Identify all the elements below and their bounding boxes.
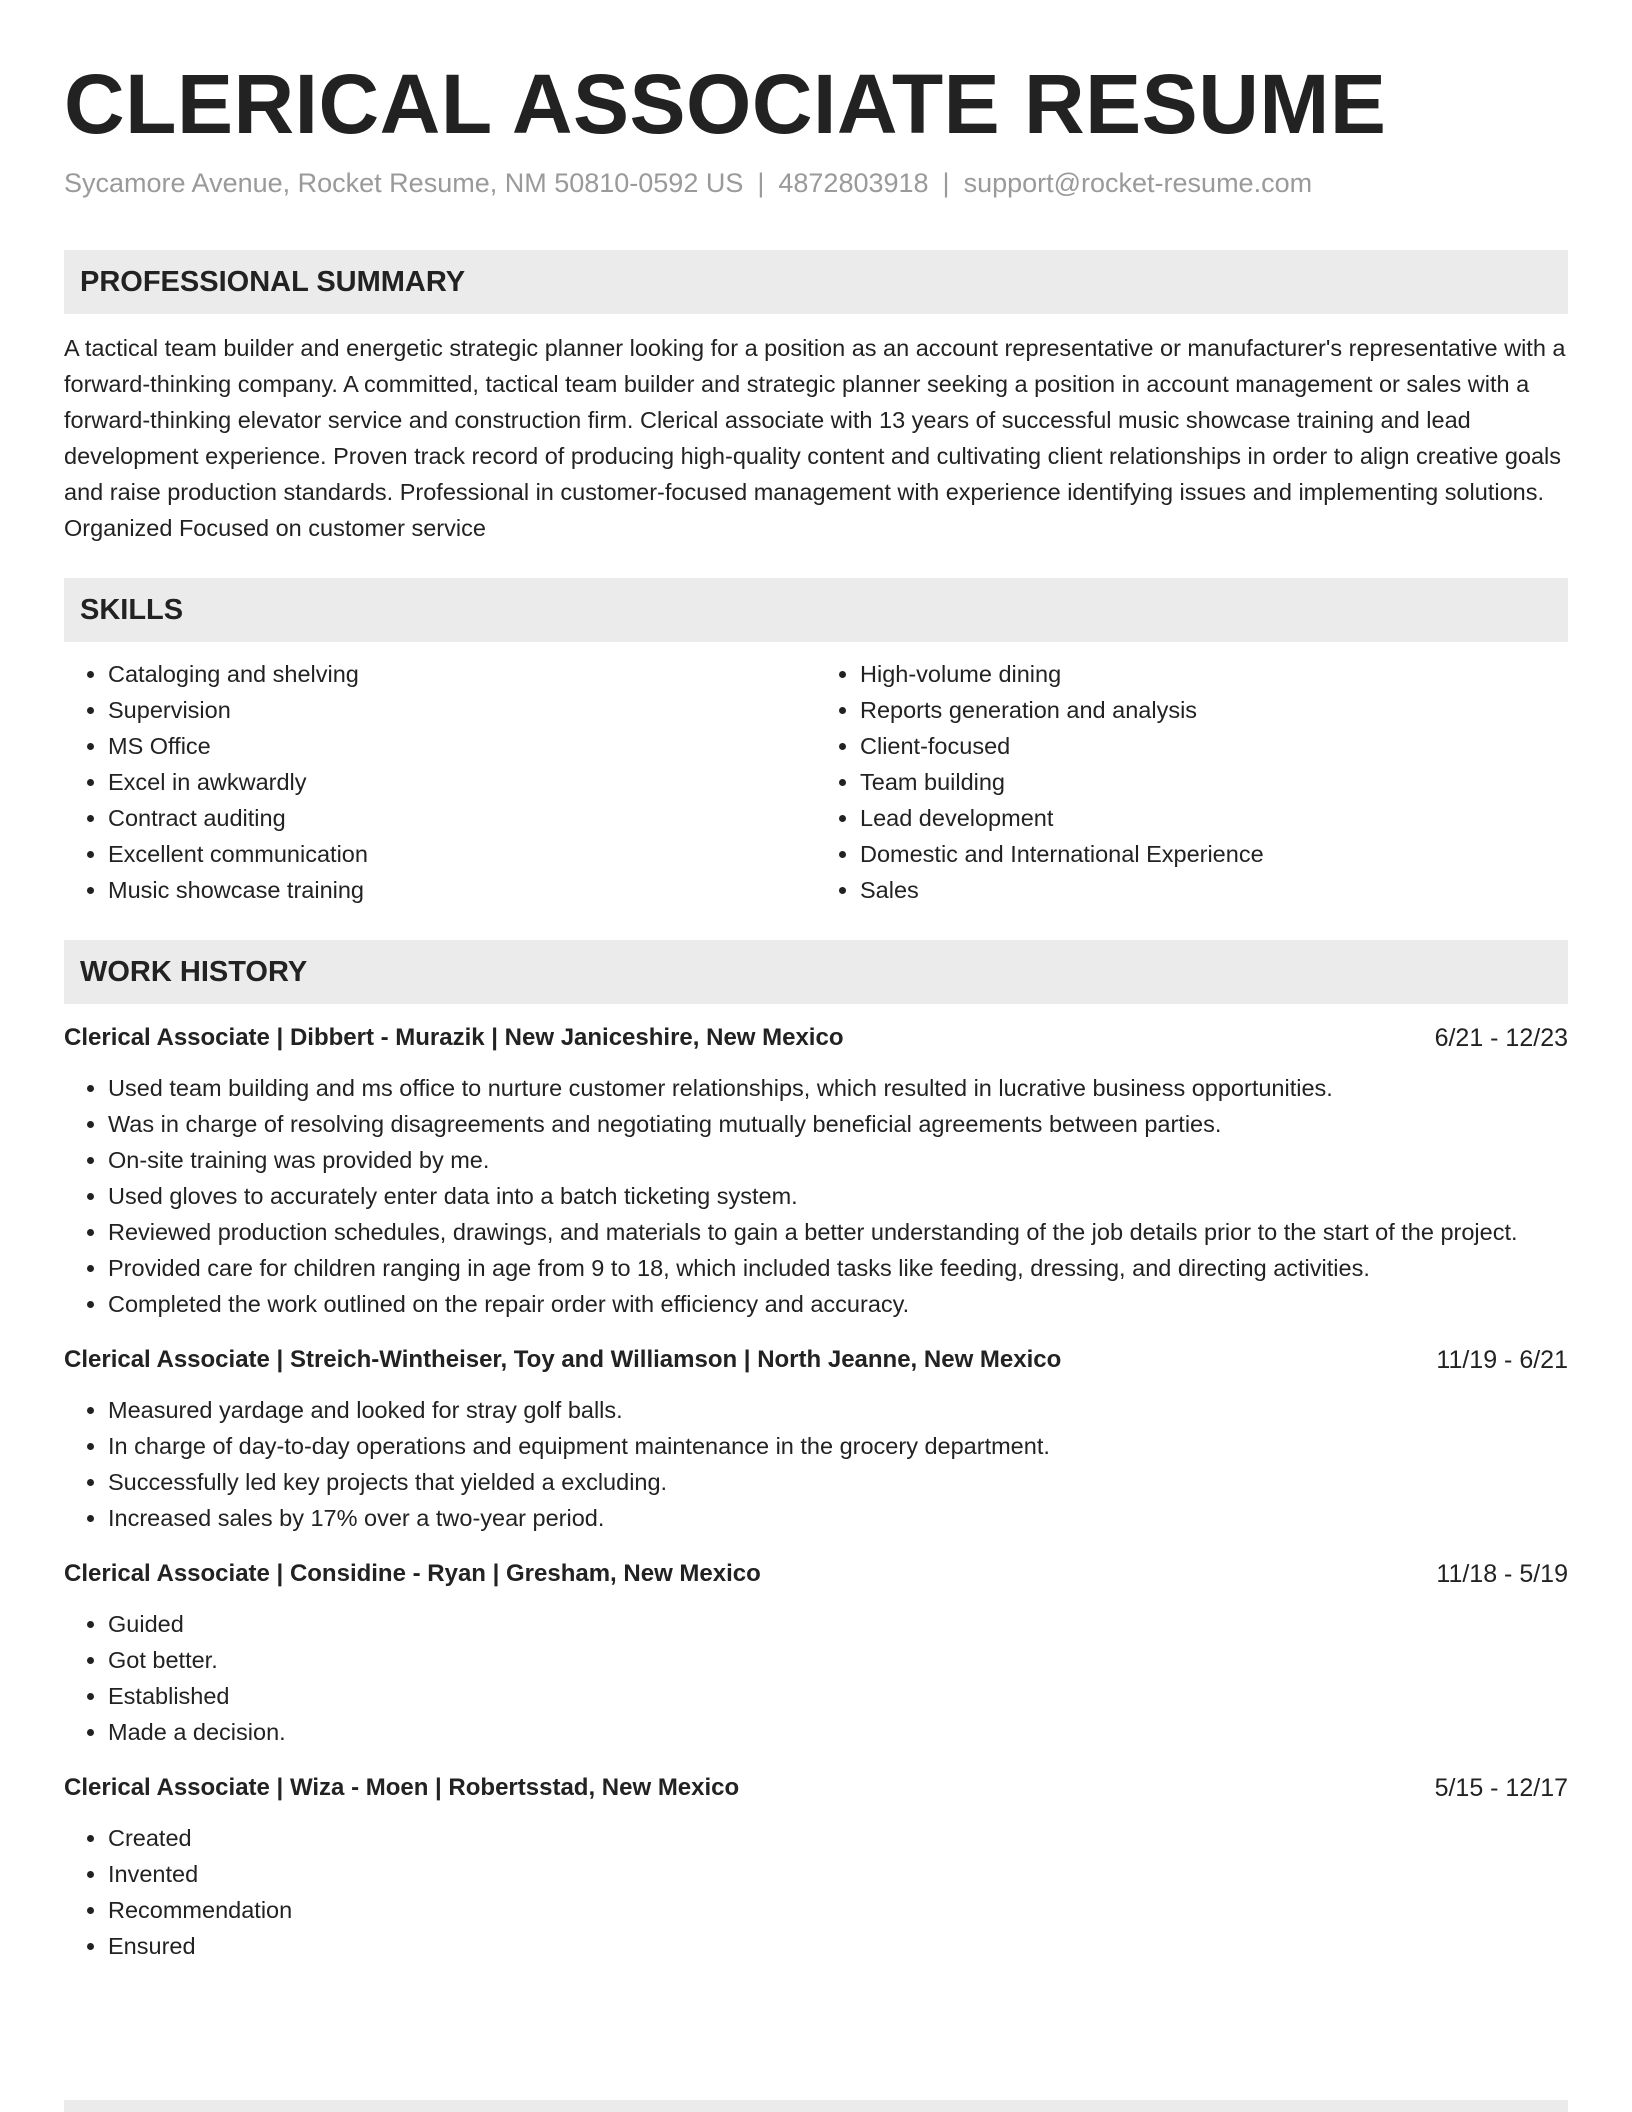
job-entry <box>64 1556 1568 1750</box>
skill-item: • Cataloging and shelving <box>108 656 816 692</box>
job-bullet: • Established <box>108 1678 1568 1714</box>
job-bullet: • Completed the work outlined on the repair order with efficiency and accuracy. <box>108 1286 1568 1322</box>
job-entry <box>64 1770 1568 1964</box>
job-bullet: • Used gloves to accurately enter data into a batch ticketing system. <box>108 1178 1568 1214</box>
skill-item: • Sales <box>860 872 1568 908</box>
skills-column-right <box>816 656 1568 908</box>
job-title: Clerical Associate | Considine - Ryan | Gresham, New Mexico <box>64 1560 761 1587</box>
skill-item: • Supervision <box>108 692 816 728</box>
skill-item: • High-volume dining <box>860 656 1568 692</box>
work-history-heading: WORK HISTORY <box>64 940 1568 1004</box>
job-header <box>64 1342 1568 1378</box>
skill-item: • Excellent communication <box>108 836 816 872</box>
skill-item: • Client-focused <box>860 728 1568 764</box>
job-title: Clerical Associate | Wiza - Moen | Robertsstad, New Mexico <box>64 1774 740 1801</box>
skill-item: • Reports generation and analysis <box>860 692 1568 728</box>
job-bullet: • Ensured <box>108 1928 1568 1964</box>
job-bullet: • Guided <box>108 1606 1568 1642</box>
job-header <box>64 1770 1568 1806</box>
job-dates: 11/19 - 6/21 <box>1436 1346 1568 1374</box>
job-bullet: • Recommendation <box>108 1892 1568 1928</box>
job-bullet: • Measured yardage and looked for stray golf balls. <box>108 1392 1568 1428</box>
skill-item: • Team building <box>860 764 1568 800</box>
job-bullet: • Got better. <box>108 1642 1568 1678</box>
skill-item: • Lead development <box>860 800 1568 836</box>
skill-item: • Contract auditing <box>108 800 816 836</box>
summary-heading: PROFESSIONAL SUMMARY <box>64 250 1568 314</box>
job-bullet: • On-site training was provided by me. <box>108 1142 1568 1178</box>
job-dates: 11/18 - 5/19 <box>1436 1560 1568 1588</box>
job-bullets <box>64 1820 1568 1964</box>
job-bullet: • Created <box>108 1820 1568 1856</box>
job-bullets <box>64 1392 1568 1536</box>
next-section-header-edge <box>64 2100 1568 2112</box>
job-bullet: • Provided care for children ranging in age from 9 to 18, which included tasks like feeding, dressing, and directing activities. <box>108 1250 1568 1286</box>
skill-item: • MS Office <box>108 728 816 764</box>
job-bullet: • Used team building and ms office to nurture customer relationships, which resulted in lucrative business opportunities. <box>108 1070 1568 1106</box>
skill-item: • Excel in awkwardly <box>108 764 816 800</box>
job-title: Clerical Associate | Streich-Wintheiser, Toy and Williamson | North Jeanne, New Mexico <box>64 1346 1062 1373</box>
job-bullet: • Reviewed production schedules, drawings, and materials to gain a better understanding of the job details prior to the start of the project. <box>108 1214 1568 1250</box>
contact-line <box>64 164 1568 202</box>
job-header <box>64 1020 1568 1056</box>
contact-address: Sycamore Avenue, Rocket Resume, NM 50810-0592 US <box>64 168 744 198</box>
job-bullet: • Made a decision. <box>108 1714 1568 1750</box>
job-bullet: • In charge of day-to-day operations and equipment maintenance in the grocery department. <box>108 1428 1568 1464</box>
job-dates: 5/15 - 12/17 <box>1434 1774 1568 1802</box>
job-bullet: • Increased sales by 17% over a two-year period. <box>108 1500 1568 1536</box>
skills-list <box>64 656 1568 908</box>
job-entry <box>64 1342 1568 1536</box>
job-bullets <box>64 1070 1568 1322</box>
job-title: Clerical Associate | Dibbert - Murazik | New Janiceshire, New Mexico <box>64 1024 844 1051</box>
job-bullet: • Successfully led key projects that yielded a excluding. <box>108 1464 1568 1500</box>
resume-title: CLERICAL ASSOCIATE RESUME <box>64 57 1387 151</box>
skills-heading: SKILLS <box>64 578 1568 642</box>
contact-phone: 4872803918 <box>778 168 929 198</box>
job-entry <box>64 1020 1568 1322</box>
job-bullets <box>64 1606 1568 1750</box>
summary-text: A tactical team builder and energetic strategic planner looking for a position as an account representative or manufacturer's representative with a forward-thinking company. A committed, tactical team builder and strategic planner seeking a position in account management or sales with a forward-thinking elevator service and construction firm. Clerical associate with 13 years of successful music showcase training and lead development experience. Proven track record of producing high-quality content and cultivating client relationships in order to align creative goals and raise production standards. Professional in customer-focused management with experience identifying issues and implementing solutions. Organized Focused on customer service <box>64 335 1566 541</box>
skill-item: • Music showcase training <box>108 872 816 908</box>
skills-column-left <box>64 656 816 908</box>
contact-separator: | <box>757 168 765 198</box>
job-dates: 6/21 - 12/23 <box>1434 1024 1568 1052</box>
job-bullet: • Was in charge of resolving disagreements and negotiating mutually beneficial agreements between parties. <box>108 1106 1568 1142</box>
contact-email: support@rocket-resume.com <box>963 168 1313 198</box>
contact-separator: | <box>942 168 950 198</box>
job-bullet: • Invented <box>108 1856 1568 1892</box>
skill-item: • Domestic and International Experience <box>860 836 1568 872</box>
job-header <box>64 1556 1568 1592</box>
